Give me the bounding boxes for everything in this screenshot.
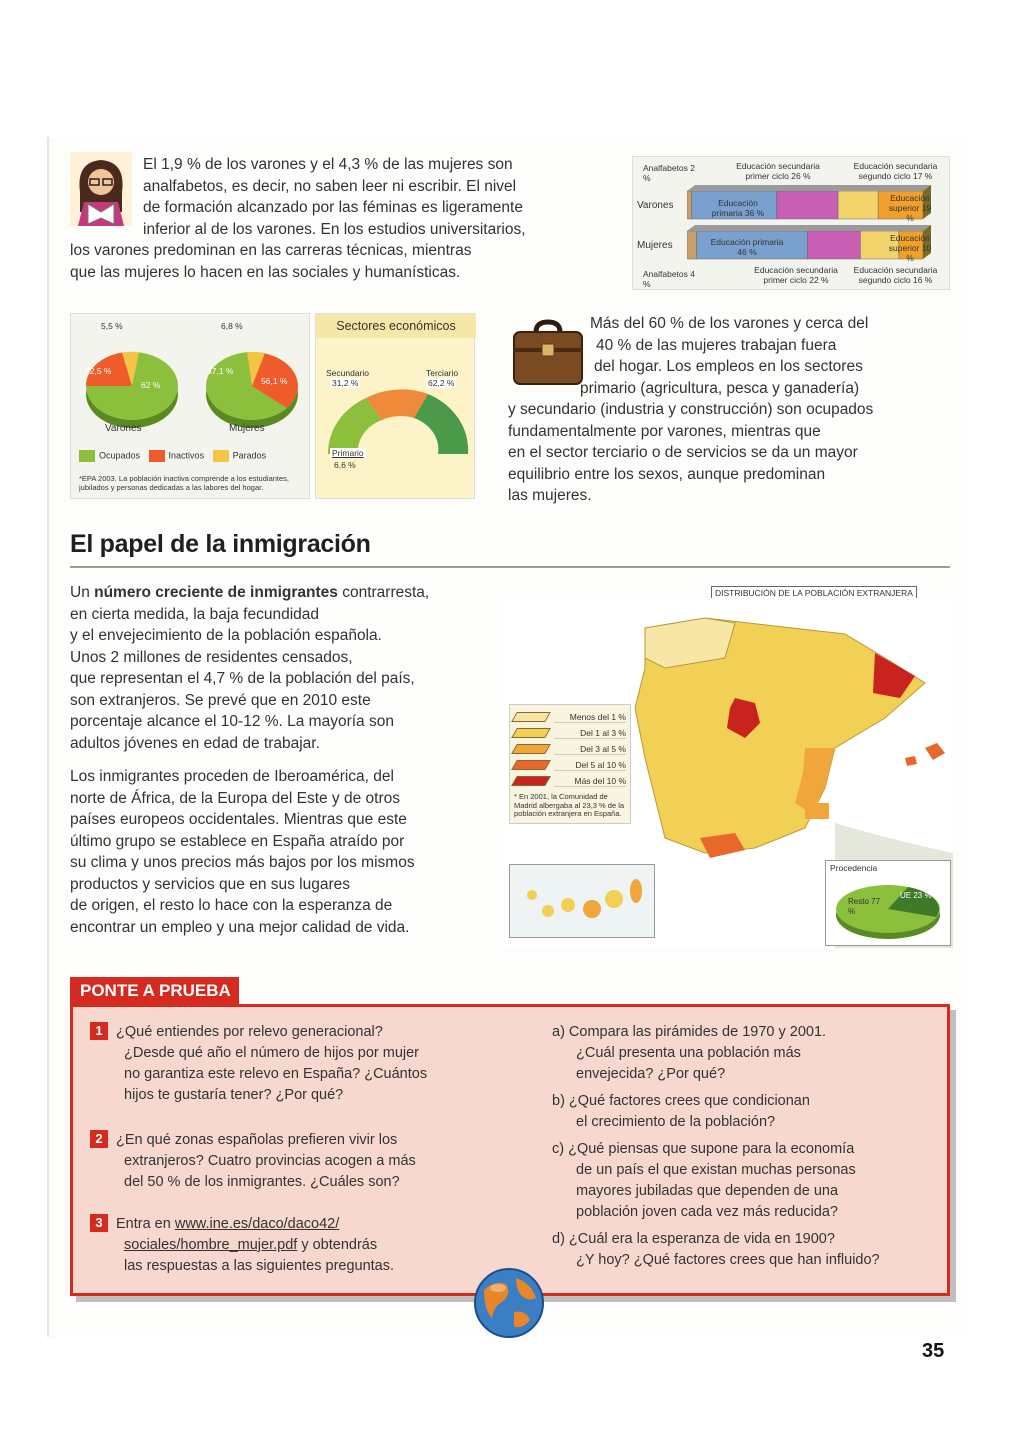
edu-top-label: Analfabetos 2 % [643,163,695,183]
question-number: 1 [90,1022,108,1040]
legend-swatch [79,450,95,462]
map-legend-label: Del 1 al 3 % [554,728,626,739]
subq-line: b) ¿Qué factores crees que condicionan [552,1093,810,1109]
map-legend-label: Menos del 1 % [554,712,626,723]
section-rule [70,566,950,568]
question-line [90,1235,510,1256]
legend-label: Parados [232,450,267,461]
para-line [70,582,510,604]
para-line: países europeos occidentales. Mientras que este [70,811,407,828]
sector-label: Primario [332,448,364,458]
intro-line: El 1,9 % de los varones y el 4,3 % de las mujeres son [143,156,513,173]
spain-map [505,586,953,948]
map-legend-swatch [511,728,551,738]
para-line: último grupo se establece en España atraído por [70,832,405,850]
subq-line: población joven cada vez más reducida? [576,1204,838,1220]
question-line [90,1214,510,1235]
question-line: ¿Desde qué año el número de hijos por mujer [124,1045,419,1061]
intro-text-top [143,154,613,240]
subquestions [552,1022,942,1271]
map-legend-item [514,757,626,773]
edu-bar-segment [777,191,838,219]
canary-island [561,898,575,912]
question-line: extranjeros? Cuatro provincias acogen a más [124,1153,416,1169]
section-title: El papel de la inmigración [70,530,371,558]
employment-line: equilibrio entre los sexos, aunque predominan [508,465,826,483]
question-line: del 50 % de los inmigrantes. ¿Cuáles son? [124,1174,400,1190]
sector-label: Terciario [426,368,459,378]
sectors-chart [315,313,475,499]
edu-seg-label: Educación primaria 46 % [710,237,784,257]
para-bold: número creciente de inmigrantes [94,584,338,601]
pie-legend [79,450,266,462]
procedencia-chart [825,860,951,946]
subq-line: ¿Cuál presenta una población más [576,1045,801,1061]
question-line: no garantiza este relevo en España? ¿Cuántos [124,1066,428,1082]
edu-top-label: Educación secundaria primer ciclo 26 % [736,161,820,181]
para-end: contrarresta, [337,584,430,601]
sectors-title: Sectores económicos [316,314,476,338]
subq-line: ¿Y hoy? ¿Qué factores crees que han influido? [576,1252,880,1268]
para-line: Los inmigrantes proceden de Iberoamérica, del [70,768,394,785]
employment-line: y secundario (industria y construcción) son ocupados [508,401,874,418]
para-start: Un [70,584,95,601]
edu-top-label: Educación secundaria segundo ciclo 17 % [853,161,938,181]
pie-label: 37,1 % [207,366,234,376]
edu-seg-label: Educación primaria 36 % [711,198,765,218]
para-line: y el envejecimiento de la población española. [70,627,382,644]
legend-label: Inactivos [168,450,205,461]
subq-line: envejecida? ¿Por qué? [576,1066,726,1082]
legend-swatch [213,450,229,462]
para-line: de origen, el resto lo hace con la esperanza de [70,897,393,914]
para-line: Unos 2 millones de residentes censados, [70,648,353,666]
subq-line: a) Compara las pirámides de 1970 y 2001. [552,1024,827,1040]
map-legend [509,704,631,824]
intro-line: analfabetos, es decir, no saben leer ni escribir. El nivel [143,177,517,195]
immigration-paragraph-2 [70,766,510,938]
question-text: y obtendrás [297,1237,378,1253]
canary-svg [510,865,656,939]
pie-label: 32,5 % [85,366,112,376]
employment-line: las mujeres. [508,487,592,504]
canary-island [630,879,642,903]
legend-swatch [149,450,165,462]
pie-note: *EPA 2003. La población inactiva comprende a los estudiantes, jubilados y personas dedicadas a las labores del hogar. [79,474,289,492]
subq-line: c) ¿Qué piensas que supone para la economía [552,1141,855,1157]
employment-line: del hogar. Los empleos en los sectores [594,358,863,375]
canary-inset [509,864,655,938]
sector-value: 6,6 % [334,460,356,470]
edu-bottom-label: Educación secundaria segundo ciclo 16 % [853,265,938,285]
edu-bar-top [687,185,931,191]
procedencia-ue-label: UE 23 % [900,891,932,900]
map-legend-items [514,709,626,789]
para-line: en cierta medida, la baja fecundidad [70,605,320,623]
subq-line: mayores jubiladas que dependen de una [576,1183,839,1199]
para-line: encontrar un empleo y una mejor calidad de vida. [70,918,410,936]
edu-row-label: Varones [637,200,674,211]
legend-label: Ocupados [99,450,141,461]
map-note: * En 2001, la Comunidad de Madrid albergaba al 23,3 % de la población extranjera en España. [514,792,625,818]
page-number: 35 [922,1340,945,1362]
question-text: Entra en [116,1216,175,1232]
employment-line: Más del 60 % de los varones y cerca del [590,315,869,332]
edu-bar-top [687,225,931,231]
question-text: ¿Qué entiendes por relevo generacional? [116,1024,383,1040]
employment-line: en el sector terciario o de servicios se da un mayor [508,444,858,461]
edu-bar-segment [838,191,878,219]
edu-bar-segment [807,231,860,259]
para-line: adultos jóvenes en edad de trabajar. [70,734,320,752]
edu-seg-label: Educación superior 10 % [888,233,932,263]
pie-label: 62 % [141,380,161,390]
pie-title: Varones [105,423,142,434]
map-legend-label: Del 3 al 5 % [554,744,626,755]
question-1 [90,1022,510,1106]
edu-bottom-label: Analfabetos 4 % [643,269,695,289]
map-legend-label: Más del 10 % [554,776,626,787]
map-legend-swatch [511,712,551,722]
map-legend-item [514,773,626,789]
map-legend-item [514,725,626,741]
canary-island [527,890,537,900]
sector-value: 62,2 % [428,378,455,388]
edu-bottom-label: Educación secundaria primer ciclo 22 % [754,265,838,285]
canary-island [542,905,554,917]
globe-icon [472,1266,546,1340]
para-line: productos y servicios que en sus lugares [70,875,351,893]
pie-label: 5,5 % [101,321,123,331]
map-legend-item [514,741,626,757]
para-line: son extranjeros. Se prevé que en 2010 este [70,691,371,709]
ine-link-continued[interactable]: sociales/hombre_mujer.pdf [124,1237,298,1253]
subq-line: de un país el que existan muchas personas [576,1162,856,1178]
question-line [90,1130,510,1151]
question-line: las respuestas a las siguientes preguntas. [124,1258,395,1274]
edu-bar-segment [687,231,697,259]
map-legend-item [514,709,626,725]
para-line: que representan el 4,7 % de la población del país, [70,670,415,687]
edu-row-label: Mujeres [637,240,673,251]
intro-line: inferior al de los varones. En los estudios universitarios, [143,220,526,238]
canary-island [583,900,601,918]
question-number: 2 [90,1130,108,1148]
ponte-a-prueba-heading: PONTE A PRUEBA [70,977,239,1005]
woman-reading-icon [70,152,132,226]
pie-label: 56,1 % [261,376,288,386]
canary-island [605,890,623,908]
para-line: su clima y unos precios más bajos por los mismos [70,854,415,871]
region-murcia [805,803,829,819]
intro-line: de formación alcanzado por las féminas es ligeramente [143,199,523,216]
para-line: porcentaje alcance el 10-12 %. La mayoría son [70,713,394,730]
employment-line: fundamentalmente por varones, mientras que [508,422,821,440]
edu-seg-label: Educación superior 19 % [888,193,932,223]
sector-value: 31,2 % [332,378,359,388]
employment-line: 40 % de las mujeres trabajan fuera [596,336,837,354]
employment-text [508,313,958,507]
question-3 [90,1214,510,1277]
sector-label: Secundario [326,368,370,378]
education-chart [632,156,950,290]
procedencia-resto-label: Resto 77 % [848,897,881,916]
map-legend-swatch [511,744,551,754]
question-2 [90,1130,510,1193]
edu-bar-segment [687,191,692,219]
question-line [90,1022,510,1043]
employment-line: primario (agricultura, pesca y ganadería) [580,379,860,397]
intro-line: que las mujeres lo hacen en las sociales y humanísticas. [70,263,461,281]
map-legend-label: Del 5 al 10 % [554,760,626,771]
intro-line: los varones predominan en las carreras técnicas, mientras [70,242,472,259]
map-legend-swatch [511,776,551,786]
subq-line: el crecimiento de la población? [576,1114,776,1130]
subq-line: d) ¿Cuál era la esperanza de vida en 1900? [552,1231,835,1247]
pie-label: 6,8 % [221,321,243,331]
question-line: hijos te gustaría tener? ¿Por qué? [124,1087,344,1103]
map-legend-swatch [511,760,551,770]
activity-pie-chart [70,313,310,499]
ine-link[interactable]: www.ine.es/daco/daco42/ [174,1216,340,1232]
procedencia-title: Procedencia [830,863,878,873]
para-line: norte de África, de la Europa del Este y de otros [70,789,400,807]
pie-title: Mujeres [229,423,265,434]
question-text: ¿En qué zonas españolas prefieren vivir los [116,1132,398,1148]
immigration-paragraph-1 [70,582,510,754]
map-title: DISTRIBUCIÓN DE LA POBLACIÓN EXTRANJERA [711,586,917,600]
intro-text-bottom [70,240,620,283]
question-number: 3 [90,1214,108,1232]
